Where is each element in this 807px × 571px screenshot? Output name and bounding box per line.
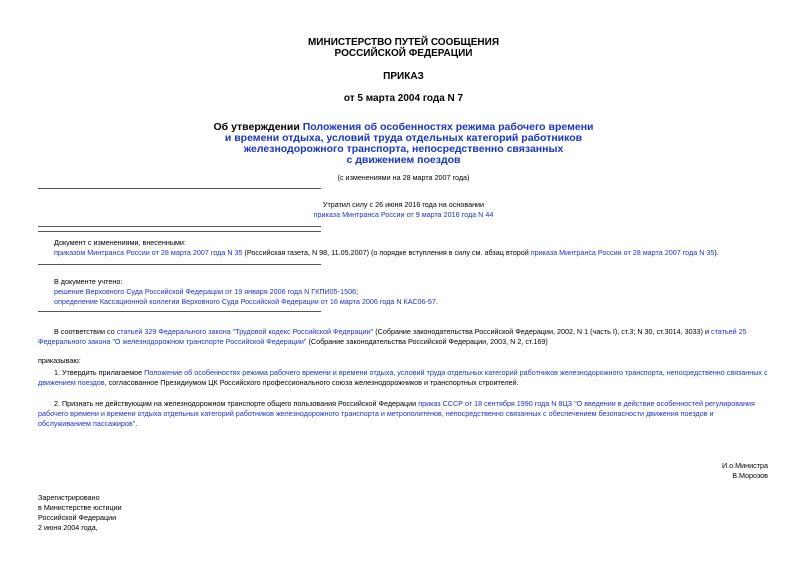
title-link-line4[interactable]: с движением поездов [346,154,461,166]
order-item-1-line2 [38,378,770,388]
amendments-intro: Документ с изменениями, внесенными: [54,238,186,247]
amendment-link-1[interactable]: приказом Минтранса России от 28 марта 2007 года N 35 [54,248,243,257]
preamble-text-c: (Собрание законодательства Российской Федерации, 2003, N 2, ст.169) [306,337,548,346]
considered-tail-1: ; [356,287,359,296]
order-item-2-link-end[interactable]: обслуживанием пассажиров" [38,419,136,428]
registration-line1: Зарегистрировано [38,493,100,502]
title-link-line2[interactable]: и времени отдыха, условий труда отдельных категорий работников [224,132,583,144]
ministry-name-line2: РОССИЙСКОЙ ФЕДЕРАЦИИ [334,48,473,59]
order-item-1-link[interactable]: Положение об особенностях режима рабочего времени и времени отдыха, условий труда отдельных категорий работников железнодорожного транспорта, непосредственно связанных с [144,368,768,377]
changes-note: (с изменениями на 28 марта 2007 года) [337,173,470,182]
order-item-2-link[interactable]: приказ СССР от 18 сентября 1990 года N 8ЦЗ "О введении в действие особенностей регулирования [418,399,755,408]
title-prefix: Об утверждении [213,121,303,133]
considered-link-2[interactable]: определение Кассационной коллегии Верховного Суда Российской Федерации от 16 марта 2006 года N КАС06-57 [54,297,436,306]
considered-item-1 [54,287,358,297]
divider [38,188,321,189]
signature-name: В.Морозов [732,471,768,480]
preamble-text-b: (Собрание законодательства Российской Федерации, 2002, N 1 (часть I), ст.3; N 30, ст.3014, 3033) и [373,327,711,336]
document-date: от 5 марта 2004 года N 7 [343,93,464,104]
order-item-1-link-cont[interactable]: движением поездов [38,378,105,387]
ministry-name-line1: МИНИСТЕРСТВО ПУТЕЙ СООБЩЕНИЯ [307,37,500,48]
amendment-link-2[interactable]: приказа Минтранса России от 28 марта 2007 года N 35 [530,248,715,257]
order-item-1-line1 [38,368,770,378]
order-item-2-line1 [38,399,770,409]
document-type: ПРИКАЗ [383,71,424,82]
considered-intro: В документе учтено: [54,277,123,286]
preamble-line2 [38,337,768,347]
registration-line3: Российской Федерации [38,513,117,522]
considered-link-1[interactable]: решение Верховного Суда Российской Федерации от 19 января 2006 года N ГКПИ05-1506 [54,287,357,296]
lost-force-link[interactable]: приказа Минтранса России от 9 марта 2016 года N 44 [313,210,494,219]
registration-line2: в Министерстве юстиции [38,503,122,512]
order-item-2-line3 [38,419,137,429]
order-item-2-tail: . [135,419,138,428]
divider [38,311,321,312]
preamble-link-article25[interactable]: статьей 25 [710,327,747,336]
preamble-link-labor-code[interactable]: статьей 329 Федерального закона "Трудовой кодекс Российской Федерации" [116,327,374,336]
title-link-line3[interactable]: железнодорожного транспорта, непосредственно связанных [243,143,564,155]
title-link[interactable]: Положения об особенностях режима рабочего времени [302,121,594,133]
considered-tail-2: . [435,297,438,306]
amendments-line [54,248,774,258]
considered-item-2 [54,297,438,307]
signature-position: И.о.Министра [721,461,768,470]
order-item-1-tail: , согласованное Президиумом ЦК Российского профессионального союза железнодорожников и транспортных строителей. [104,378,519,387]
amendment-text-1: (Российская газета, N 98, 11.05.2007) (о порядке вступления в силу см. абзац второй [242,248,531,257]
order-item-1-text: 1. Утвердить прилагаемое [54,368,145,377]
order-word: приказываю: [38,356,81,365]
order-item-2-line2[interactable]: рабочего времени и времени отдыха отдельных категорий работников железнодорожного транспорта и метрополитенов, непосредственно связанных с обеспечением безопасности движения поездов и [38,409,714,418]
order-item-2-text: 2. Признать не действующим на железнодорожном транспорте общего пользования Российской Федерации [54,399,419,408]
lost-force-text: Утратил силу с 26 июня 2016 года на основании [322,200,485,209]
divider [38,231,321,232]
amendment-text-2: ). [714,248,719,257]
preamble-line1 [38,327,768,337]
divider [38,264,321,265]
registration-line4: 2 июня 2004 года, [38,523,98,532]
preamble-link-railway-law[interactable]: Федерального закона "О железнодорожном транспорте Российской Федерации" [38,337,307,346]
divider [38,226,321,227]
preamble-text-a: В соответствии со [54,327,117,336]
